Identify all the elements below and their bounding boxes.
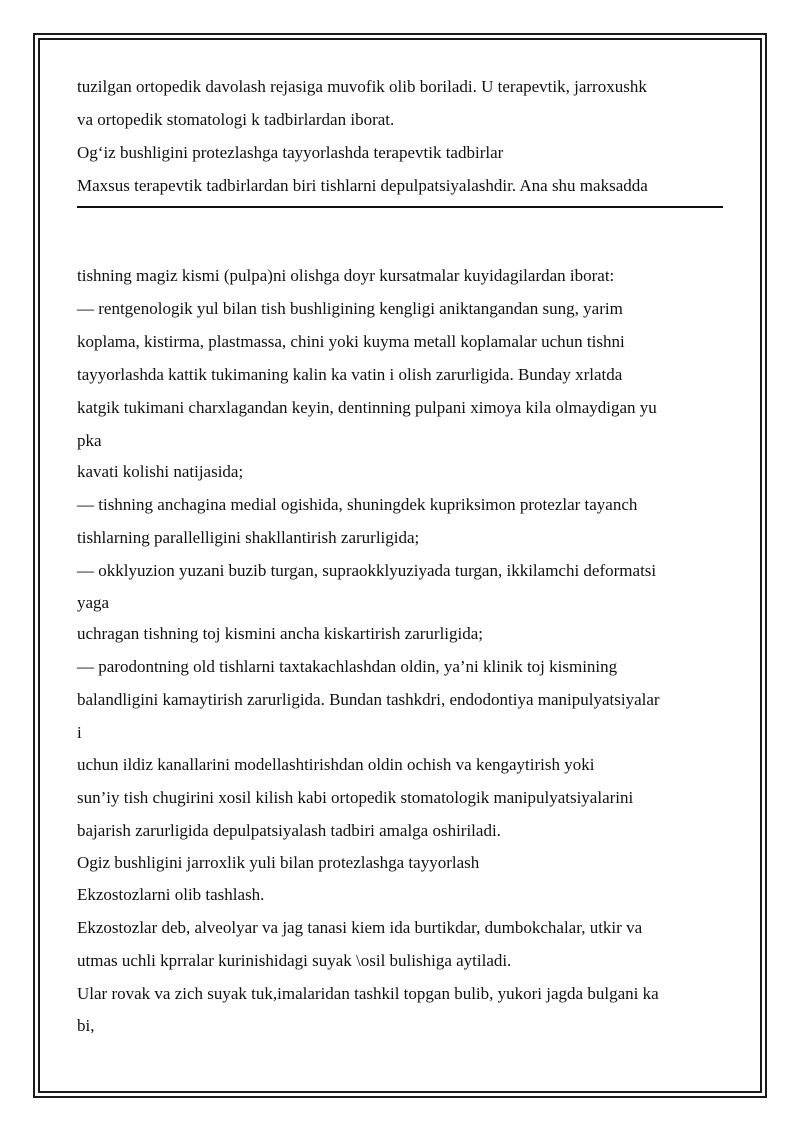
list-item: — tishning anchagina medial ogishida, shuningdek kupriksimon protezlar tayanch xyxy=(77,495,638,514)
text-line: bi, xyxy=(77,1016,95,1035)
text-line: uchun ildiz kanallarini modellashtirishdan oldin ochish va kengaytirish yoki xyxy=(77,755,595,774)
text-line: uchragan tishning toj kismini ancha kiskartirish zarurligida; xyxy=(77,624,484,643)
section-heading: Ogiz bushligini jarroxlik yuli bilan protezlashga tayyorlash xyxy=(77,853,480,872)
text-line: tishning magiz kismi (pulpa)ni olishga doyr kursatmalar kuyidagilardan iborat: xyxy=(77,266,615,285)
text-line: sun’iy tish chugirini xosil kilish kabi ortopedik stomatologik manipulyatsiyalarini xyxy=(77,788,634,807)
horizontal-divider xyxy=(77,206,723,208)
text-line: i xyxy=(77,723,82,742)
text-line: tishlarning parallelligini shakllantirish zarurligida; xyxy=(77,528,420,547)
section-heading: Og‘iz bushligini protezlashga tayyorlashda terapevtik tadbirlar xyxy=(77,143,504,162)
text-line: tuzilgan ortopedik davolash rejasiga muvofik olib boriladi. U terapevtik, jarroxushk xyxy=(77,77,647,96)
text-line: bajarish zarurligida depulpatsiyalash tadbiri amalga oshiriladi. xyxy=(77,821,501,840)
text-line: va ortopedik stomatologi k tadbirlardan iborat. xyxy=(77,110,395,129)
list-item: — rentgenologik yul bilan tish bushligining kengligi aniktangandan sung, yarim xyxy=(77,299,623,318)
text-line: balandligini kamaytirish zarurligida. Bundan tashkdri, endodontiya manipulyatsiyalar xyxy=(77,690,660,709)
text-line: katgik tukimani charxlagandan keyin, dentinning pulpani ximoya kila olmaydigan yu xyxy=(77,398,657,417)
list-item: — parodontning old tishlarni taxtakachlashdan oldin, ya’ni klinik toj kismining xyxy=(77,657,618,676)
text-line: Ekzostozlar deb, alveolyar va jag tanasi kiem ida burtikdar, dumbokchalar, utkir va xyxy=(77,918,643,937)
text-line: Maxsus terapevtik tadbirlardan biri tishlarni depulpatsiyalashdir. Ana shu maksadda xyxy=(77,176,648,195)
text-line: koplama, kistirma, plastmassa, chini yoki kuyma metall koplamalar uchun tishni xyxy=(77,332,625,351)
subsection-heading: Ekzostozlarni olib tashlash. xyxy=(77,885,265,904)
text-line: kavati kolishi natijasida; xyxy=(77,462,244,481)
text-line: pka xyxy=(77,431,102,450)
list-item: — okklyuzion yuzani buzib turgan, supraokklyuziyada turgan, ikkilamchi deformatsi xyxy=(77,561,657,580)
text-line: utmas uchli kprralar kurinishidagi suyak \osil bulishiga aytiladi. xyxy=(77,951,512,970)
text-line: Ular rovak va zich suyak tuk,imalaridan tashkil topgan bulib, yukori jagda bulgani ka xyxy=(77,984,659,1003)
text-line: tayyorlashda kattik tukimaning kalin ka vatin i olish zarurligida. Bunday xrlatda xyxy=(77,365,623,384)
text-line: yaga xyxy=(77,593,110,612)
